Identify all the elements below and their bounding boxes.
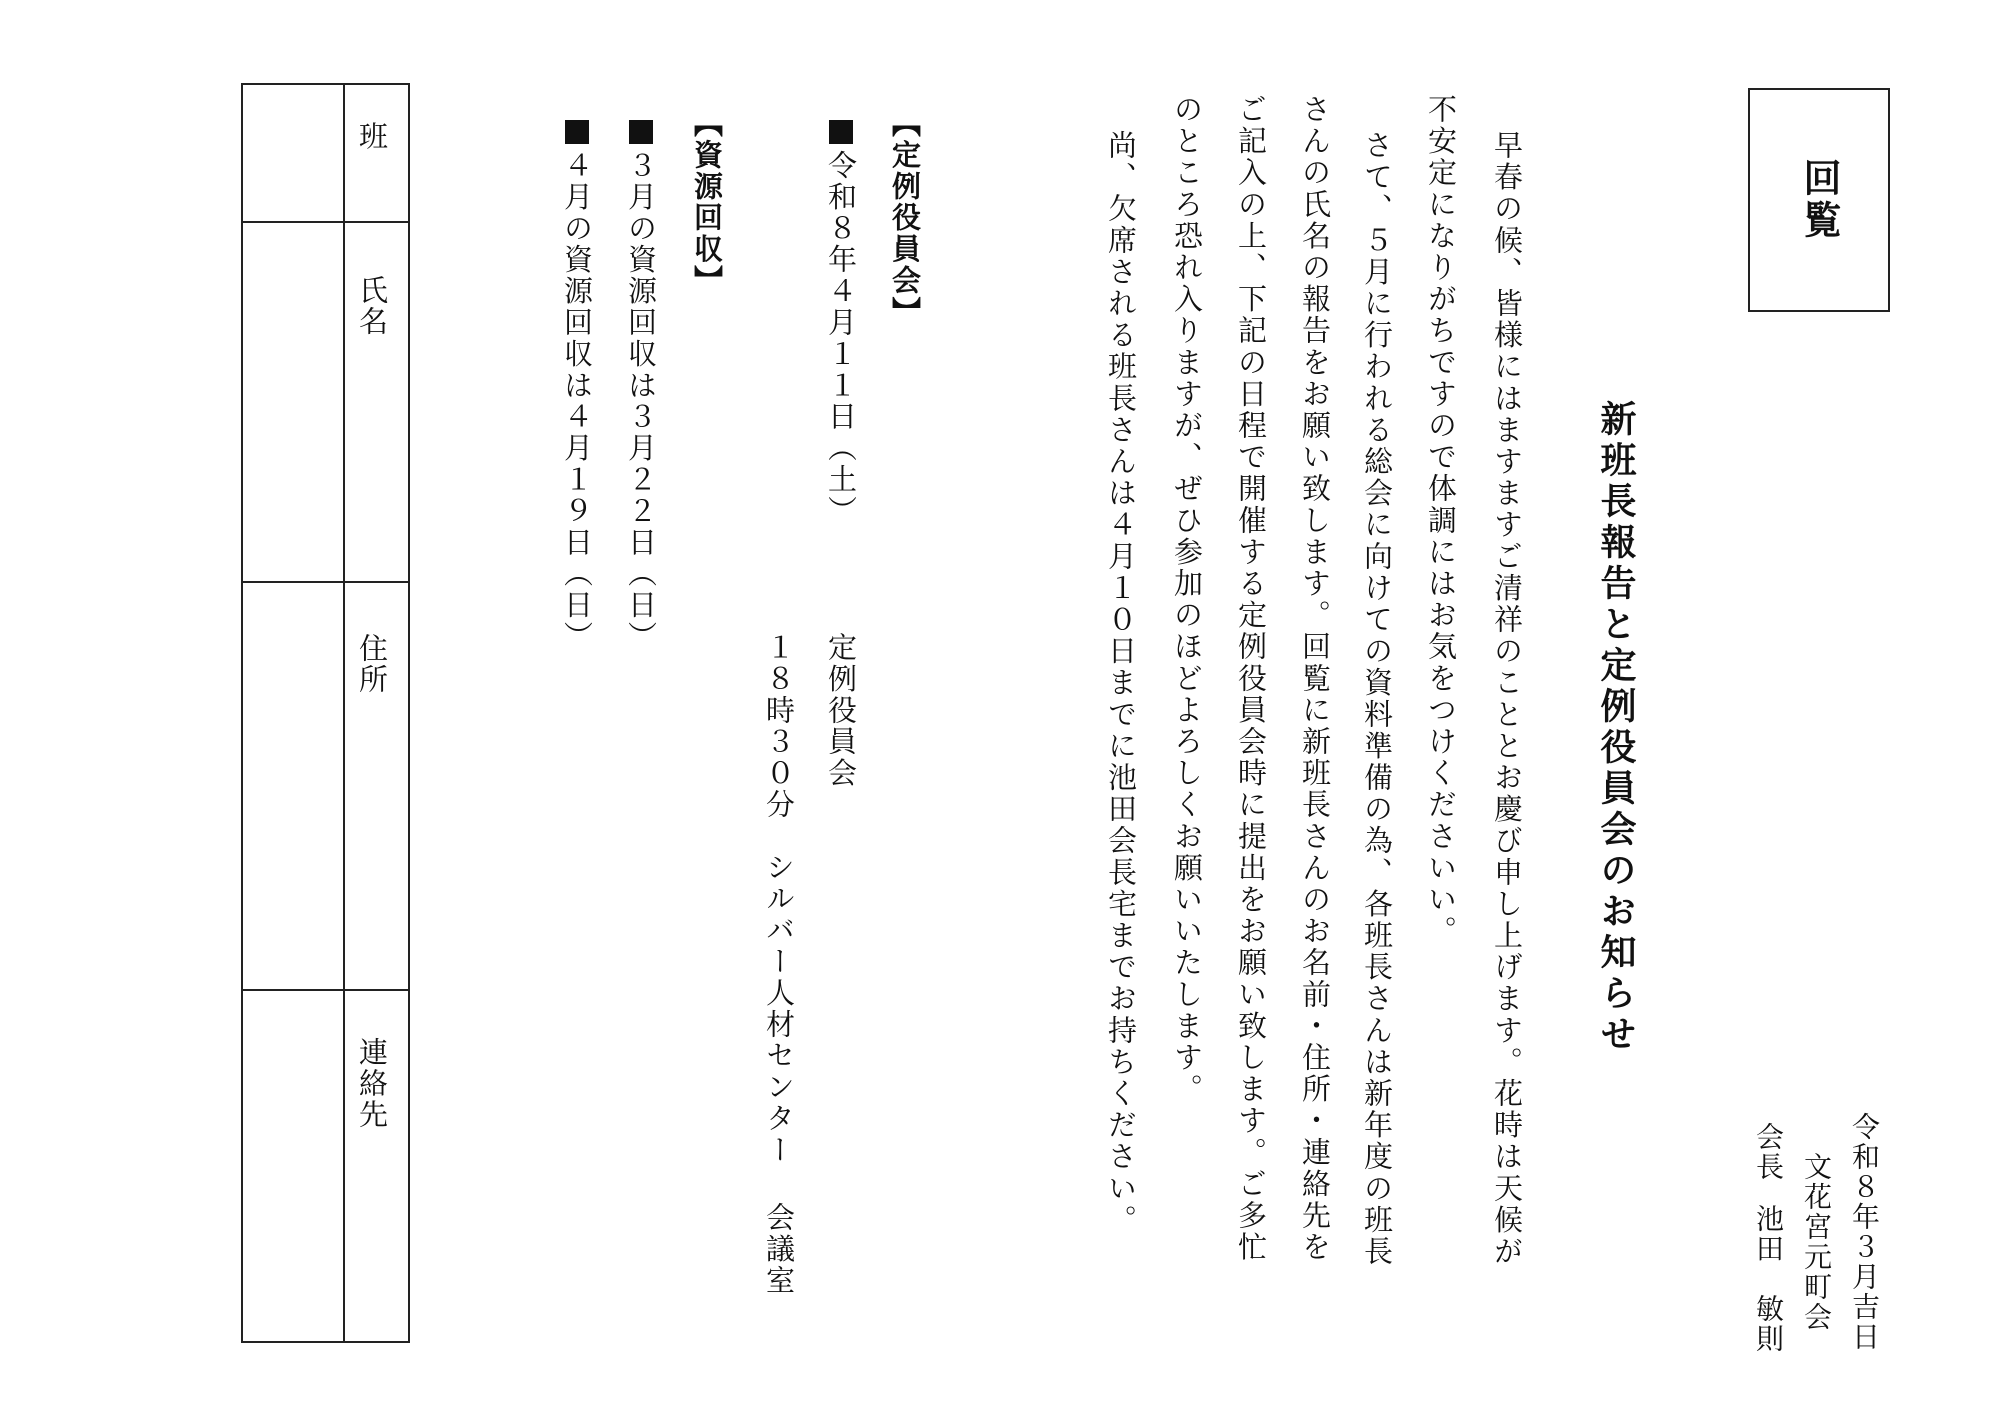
body-line: 尚、欠席される班長さんは４月１０日までに池田会長宅までお持ちください。 (1104, 130, 1138, 1236)
recycling-item (624, 120, 658, 653)
recycling-item-text: ３月の資源回収は３月２２日（日） (624, 150, 658, 653)
president-signature (1752, 1122, 1785, 1354)
table-header-contact: 連絡先 (355, 1037, 389, 1130)
bullet-square-icon (629, 120, 653, 144)
organization-name: 文花宮元町会 (1800, 1152, 1833, 1332)
issue-date: 令和８年３月吉日 (1848, 1112, 1881, 1352)
body-line: ご記入の上、下記の日程で開催する定例役員会時に提出をお願い致します。ご多忙 (1234, 94, 1268, 1264)
body-line: のところ恐れ入りますが、ぜひ参加のほどよろしくお願いいたします。 (1170, 94, 1204, 1106)
recycling-heading: 【資源回収】 (690, 108, 724, 297)
column-divider (243, 581, 408, 583)
meeting-time-place: １８時３０分 シルバー人材センター 会議室 (762, 632, 796, 1297)
document-title: 新班長報告と定例役員会のお知らせ (1595, 400, 1637, 1056)
circulation-stamp-box (1748, 88, 1890, 312)
bullet-square-icon (829, 120, 853, 144)
president-name: 池田 敏則 (1752, 1204, 1785, 1354)
meeting-name: 定例役員会 (824, 632, 858, 789)
meeting-heading: 【定例役員会】 (888, 108, 922, 328)
column-divider (243, 989, 408, 991)
bullet-square-icon (565, 120, 589, 144)
roster-table (241, 83, 410, 1343)
president-title: 会長 (1752, 1122, 1785, 1182)
body-line: さて、５月に行われる総会に向けての資料準備の為、各班長さんは新年度の班長 (1360, 130, 1394, 1268)
table-header-group: 班 (355, 121, 389, 152)
body-line: 不安定になりがちですので体調にはお気をつけくださいい。 (1424, 94, 1458, 948)
header-divider (343, 85, 345, 1341)
meeting-date-text: 令和８年４月１１日（土） (824, 150, 858, 527)
recycling-item (560, 120, 594, 653)
column-divider (243, 221, 408, 223)
body-line: さんの氏名の報告をお願い致します。回覧に新班長さんのお名前・住所・連絡先を (1298, 94, 1332, 1264)
table-header-address: 住所 (355, 633, 389, 695)
body-line: 早春の候、皆様にはますますご清祥のこととお慶び申し上げます。花時は天候が (1490, 130, 1524, 1268)
recycling-item-text: ４月の資源回収は４月１９日（日） (560, 150, 594, 653)
meeting-date (824, 120, 858, 527)
circulation-label: 回覧 (1797, 158, 1842, 242)
table-header-name: 氏名 (355, 275, 389, 337)
